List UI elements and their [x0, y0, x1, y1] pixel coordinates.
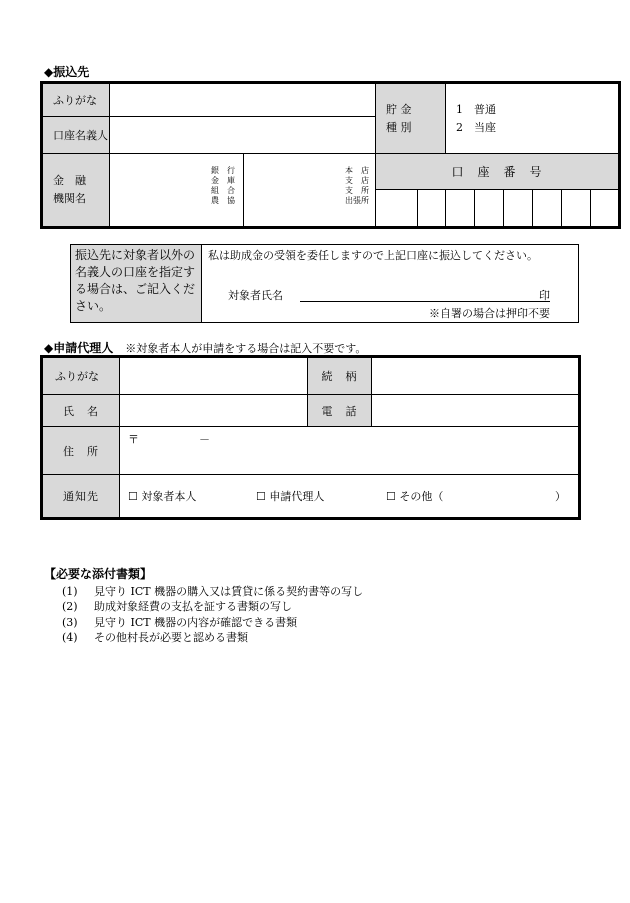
account-number-label: 口 座 番 号	[376, 154, 620, 190]
seal-mark: 印	[539, 289, 550, 302]
notify-other-checkbox[interactable]: ☐ その他（	[386, 490, 444, 503]
designation-instruction: 振込先に対象者以外の名義人の口座を指定する場合は、ご記入ください。	[71, 245, 202, 323]
phone-label: 電 話	[308, 395, 372, 427]
subject-name-line[interactable]	[300, 301, 550, 302]
account-digit[interactable]	[591, 190, 620, 228]
agent-name-label: 氏 名	[42, 395, 120, 427]
designation-statement: 私は助成金の受領を委任しますので上記口座に振込してください。	[208, 249, 538, 262]
subject-name-label: 対象者氏名	[228, 289, 283, 302]
institution-name-input[interactable]	[110, 154, 244, 228]
notify-label: 通知先	[42, 475, 120, 519]
notify-self-checkbox[interactable]: ☐ 対象者本人	[128, 490, 197, 503]
attachments-heading: 【必要な添付書類】	[44, 567, 153, 581]
postal-dash: －	[199, 433, 210, 446]
postal-mark: 〒	[128, 433, 139, 446]
bank-account-table	[40, 81, 621, 229]
branch-name-input[interactable]	[244, 154, 376, 228]
account-digit[interactable]	[418, 190, 446, 228]
designation-entry	[202, 245, 579, 323]
agent-furigana-input[interactable]	[120, 357, 308, 395]
address-label: 住 所	[42, 427, 120, 475]
notify-options	[120, 475, 580, 519]
account-digit[interactable]	[562, 190, 591, 228]
account-digit[interactable]	[533, 190, 562, 228]
account-type-options[interactable]: 1 普通 2 当座	[446, 83, 620, 154]
list-item: (3) 見守り ICT 機器の内容が確認できる書類	[62, 615, 298, 629]
relation-input[interactable]	[372, 357, 580, 395]
account-holder-label: 口座名義人	[42, 117, 110, 154]
account-type-label: 貯 金 種 別	[376, 83, 446, 154]
relation-label: 続 柄	[308, 357, 372, 395]
branch-kinds: 本 店 支 店 支 所 出張所	[345, 166, 369, 205]
transfer-heading: ◆振込先	[44, 65, 90, 79]
account-holder-input[interactable]	[110, 117, 376, 154]
agent-table	[40, 355, 581, 520]
agent-name-input[interactable]	[120, 395, 308, 427]
list-item: (4) その他村長が必要と認める書類	[62, 631, 248, 644]
furigana-input[interactable]	[110, 83, 376, 117]
institution-label: 金 融 機関名	[42, 154, 110, 228]
seal-note: ※自署の場合は押印不要	[429, 307, 550, 320]
designation-table	[70, 244, 579, 323]
phone-input[interactable]	[372, 395, 580, 427]
account-digit[interactable]	[504, 190, 533, 228]
furigana-label: ふりがな	[42, 83, 110, 117]
list-item: (1) 見守り ICT 機器の購入又は賃貸に係る契約書等の写し	[62, 584, 364, 598]
account-digit[interactable]	[446, 190, 475, 228]
list-item: (2) 助成対象経費の支払を証する書類の写し	[62, 600, 292, 613]
notify-agent-checkbox[interactable]: ☐ 申請代理人	[256, 490, 325, 503]
attachments-section	[44, 567, 363, 646]
agent-note: ※対象者本人が申請をする場合は記入不要です。	[125, 342, 367, 355]
address-input[interactable]	[120, 427, 580, 475]
account-digit[interactable]	[475, 190, 504, 228]
institution-kinds: 銀 行 金 庫 組 合 農 協	[211, 166, 235, 205]
agent-furigana-label: ふりがな	[42, 357, 120, 395]
agent-heading: ◆申請代理人 ※対象者本人が申請をする場合は記入不要です。	[44, 341, 367, 355]
notify-other-close: ）	[555, 490, 566, 503]
account-digit[interactable]	[376, 190, 418, 228]
